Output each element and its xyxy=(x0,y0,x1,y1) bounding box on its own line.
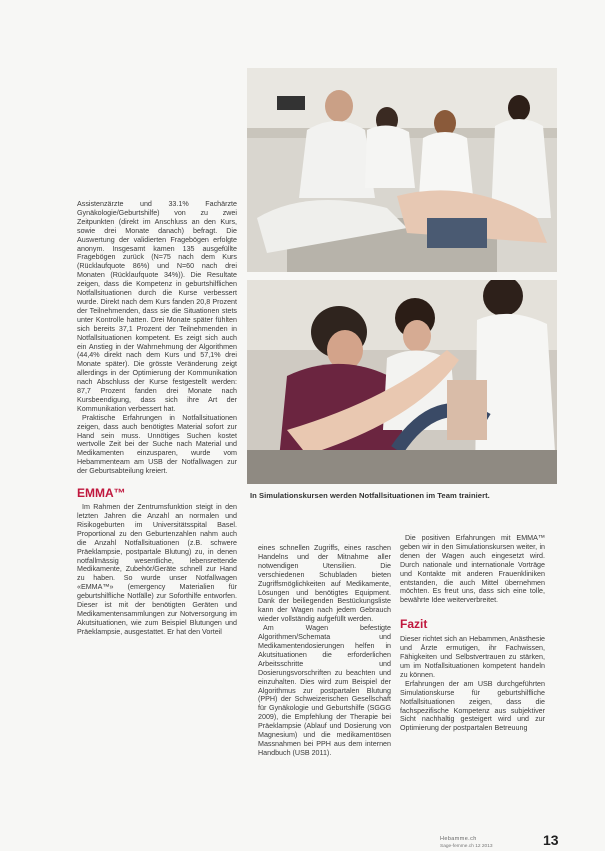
photo-simulation-training-1-icon xyxy=(247,68,557,272)
photo-top xyxy=(247,68,557,272)
magazine-name: Hebamme.ch xyxy=(440,836,477,842)
photo-caption: In Simulationskursen werden Notfallsituationen im Team trainiert. xyxy=(250,491,490,500)
paragraph: Dieser richtet sich an Hebammen, Anästhesie und Ärzte ermutigen, ihr Fachwissen, Fähigkeiten und Selbstvertrauen zu stärken, um im Notfallsituationen kompetent handeln zu können. xyxy=(400,635,545,679)
page-footer xyxy=(440,832,570,849)
paragraph: eines schnellen Zugriffs, eines raschen Handelns und der Mitnahme aller notwendigen Utensilien. Die verschiedenen Schubladen bieten Zugriffsmöglichkeiten auf Medikamente, Lösungen und benötigtes Equipment. Dank der beiliegenden Bestückungsliste kann der Wagen nach jedem Gebrauch wieder vollständig aufgefüllt werden. xyxy=(258,544,391,624)
paragraph: Im Rahmen der Zentrumsfunktion steigt in den letzten Jahren die Anzahl an normalen und Risikogeburten im Universitätsspital Basel. Proportional zu den Geburtenzahlen nahm auch die Anzahl Notfallsituationen (z.B. schwere Präeklampsie, postpartale Blutung) zu, in denen notfallmässig wesentliche, lebensrettende Medikamente, Zubehör/Geräte schnell zur Hand zu haben. So wurde unser Notfallwagen «EMMA™» (emergency Materialien für geburtshilfliche Notfälle) zur Soforthilfe entworfen. Dieser ist mit der benötigten Geräten und Medikamentensammlungen zur Notversorgung im Akutsituationen, wie zum Beispiel Blutungen und Präeklampsie, ausgestattet. Er hat den Vorteil xyxy=(77,503,237,636)
paragraph: Erfahrungen der am USB durchgeführten Simulationskurse für geburtshilfliche Notfallsituationen zeigen, dass die fachspezifische Kompetenz aus subjektiver Sicht nachhaltig gesteigert wird und zur Optimierung der postpartalen Betreuung xyxy=(400,679,545,733)
text-column-2 xyxy=(258,544,391,758)
text-column-1 xyxy=(77,200,237,637)
page-number: 13 xyxy=(543,832,559,848)
photo-bottom xyxy=(247,280,557,484)
paragraph: Am Wagen befestigte Algorithmen/Schemata und Medikamentendosierungen helfen in Akutsituationen die erforderlichen Arbeitsschritte und Dosierungsvorschriften zu beachten und einzuhalten. Dies wird zum Beispiel der Algorithmus zur postpartalen Blutung (PPH) der Schweizerischen Gesellschaft für Gynäkologie und Geburtshilfe (SGGG 2009), die Empfehlung der Therapie bei Präeklampsie (Ablauf und Dosierung von Magnesium) und die medikamentösen Massnahmen bei PPH aus dem internen Handbuch (USB 2011). xyxy=(258,624,391,757)
paragraph: Assistenzärzte und 33.1% Fachärzte Gynäkologie/Geburtshilfe) von zu zwei Zeitpunkten (direkt im Anschluss an den Kurs, sowie drei Monate danach) befragt. Die Auswertung der validierten Fragebögen erfolgte anonym. Insgesamt kamen 135 ausgefüllte Fragebögen zurück (N=75 nach dem Kurs (Rücklaufquote 86%) und N=60 nach drei Monaten (Rücklaufquote 34%)). Die Resultate zeigen, dass die Kompetenz in geburtshilflichen Notfallsituationen durch die Kurse verbessert wurde. Direkt nach dem Kurs fanden 20,8 Prozent der Teilnehmenden, dass sie die Situationen stets unter Kontrolle hatten. Drei Monate später fühlten sich bereits 37,1 Prozent der Teilnehmenden in Notfallsituationen kompetent. Es zeigt sich auch ein Anstieg in der Wahrnehmung der Algorithmen (44,4% direkt nach dem Kurs und 57,1% drei Monate später). Die grösste Veränderung zeigt allerdings in der Optimierung der Kommunikation nach Abschluss der Kurse festgestellt werden: 87,7 Prozent fanden drei Monate nach Kursbeendigung, dass sich ihre Art der Kommunikation verbessert hat. xyxy=(77,200,237,413)
paragraph: Praktische Erfahrungen in Notfallsituationen zeigen, dass auch benötigtes Material sofort zur Hand sein muss. Unnötiges Suchen kostet wertvolle Zeit bei der Suche nach Material und Medikamenten einzusparen, wurde vom Hebammenteam am USB der Notfallwagen zur der Geburtsabteilung kreiert. xyxy=(77,413,237,476)
paragraph: Die positiven Erfahrungen mit EMMA™ geben wir in den Simulationskursen weiter, in denen der Wagen auch eingesetzt wird. Durch nationale und internationale Vorträge und Kontakte mit anderen Frauenkliniken entstanden, die auch Mittel übernehmen möchten. Es freut uns, dass sich eine tolle, bewährte Idee weiterverbreitet. xyxy=(400,534,545,605)
text-column-3 xyxy=(400,534,545,733)
section-heading-fazit: Fazit xyxy=(400,617,428,632)
section-heading-emma: EMMA™ xyxy=(77,486,126,501)
issue-line: Sage-femme.ch 12 2013 xyxy=(440,844,493,849)
photo-simulation-training-2-icon xyxy=(247,280,557,484)
